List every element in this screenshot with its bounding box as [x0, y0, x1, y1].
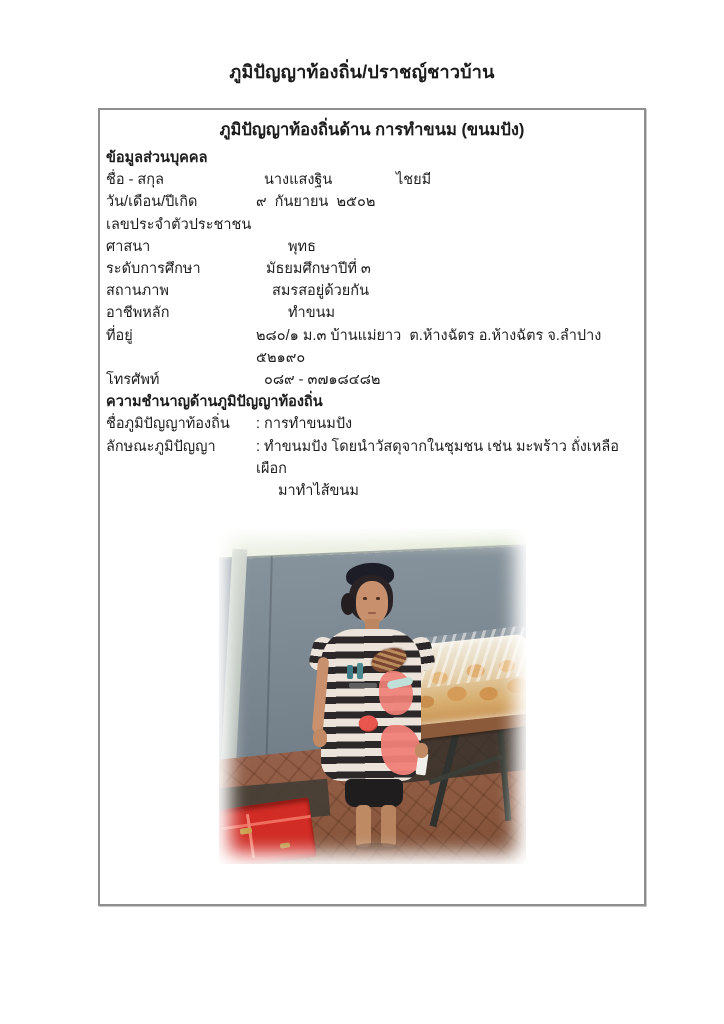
field-label: ที่อยู่ [106, 327, 133, 344]
hair-side [341, 593, 355, 615]
hand [313, 729, 327, 747]
face [356, 581, 388, 623]
field-label: ชื่อภูมิปัญญาท้องถิ่น [106, 416, 230, 433]
field-value: นางแสงฐิน [264, 172, 333, 189]
hand [415, 743, 428, 758]
field-value: มัธยมศึกษาปีที่ ๓ [266, 261, 371, 278]
shorts [345, 779, 403, 807]
personal-section-title: ข้อมูลส่วนบุคคล [106, 150, 208, 166]
photo [219, 529, 526, 864]
leg [356, 805, 371, 847]
field-value-continuation: มาทำไส้ขนม [278, 483, 359, 500]
photo-scene [219, 529, 526, 864]
field-value: : การทำขนมปัง [256, 416, 353, 433]
field-row-address [106, 325, 638, 369]
field-value: ๒๘๐/๑ ม.๓ บ้านแม่ยาว ต.ห้างฉัตร อ.ห้างฉัตร จ.ลำปาง ๕๒๑๙๐ [256, 327, 610, 366]
dress-print-accent [347, 665, 353, 679]
mouth [368, 612, 376, 614]
wisdom-card [98, 108, 646, 906]
eye [363, 597, 367, 600]
page-title: ภูมิปัญญาท้องถิ่น/ปราชญ์ชาวบ้าน [229, 62, 495, 82]
field-value-2: ไชยมี [396, 172, 432, 189]
field-value: ๙ กันยายน ๒๕๐๒ [256, 194, 376, 211]
field-row-occupation [106, 302, 638, 324]
field-row-religion [106, 236, 638, 258]
field-row-education [106, 258, 638, 280]
dress-print-text [349, 683, 377, 688]
field-label: สถานภาพ [106, 283, 169, 300]
field-value: ทำขนม [288, 305, 336, 322]
expertise-section-title: ความชำนาญด้านภูมิปัญญาท้องถิ่น [106, 394, 323, 411]
field-row-wisdom-name [106, 413, 638, 435]
field-row-marital-status [106, 280, 638, 302]
eye [376, 597, 380, 600]
field-row-birthdate [106, 191, 638, 213]
field-row-name [106, 169, 638, 191]
field-label: อาชีพหลัก [106, 305, 170, 322]
field-row-id-number [106, 214, 638, 236]
field-label: ระดับการศึกษา [106, 261, 201, 278]
field-label: ศาสนา [106, 238, 151, 255]
field-label: โทรศัพท์ [106, 372, 160, 389]
field-label: ชื่อ - สกุล [106, 172, 164, 189]
field-row-phone [106, 369, 638, 391]
card-heading: ภูมิปัญญาท้องถิ่นด้าน การทำขนม (ขนมปัง) [219, 121, 525, 139]
dress-print-accent [357, 663, 363, 679]
field-value: : ทำขนมปัง โดยนำวัสดุจากในชุมชน เช่น มะพร้าว ถั่งเหลือ เผือก [256, 438, 623, 477]
leg [381, 805, 396, 847]
field-value: พุทธ [288, 238, 316, 255]
woman-figure [219, 529, 526, 864]
field-value: ๐๘๙ - ๓๗๑๘๔๘๒ [264, 372, 381, 389]
field-label: วัน/เดือน/ปีเกิด [106, 194, 198, 211]
fields [106, 147, 638, 502]
field-value: สมรสอยู่ด้วยกัน [272, 283, 369, 300]
field-label: เลขประจำตัวประชาชน [106, 216, 252, 233]
feet-shadow [355, 843, 399, 851]
field-label: ลักษณะภูมิปัญญา [106, 438, 216, 455]
field-row-wisdom-description [106, 436, 638, 480]
